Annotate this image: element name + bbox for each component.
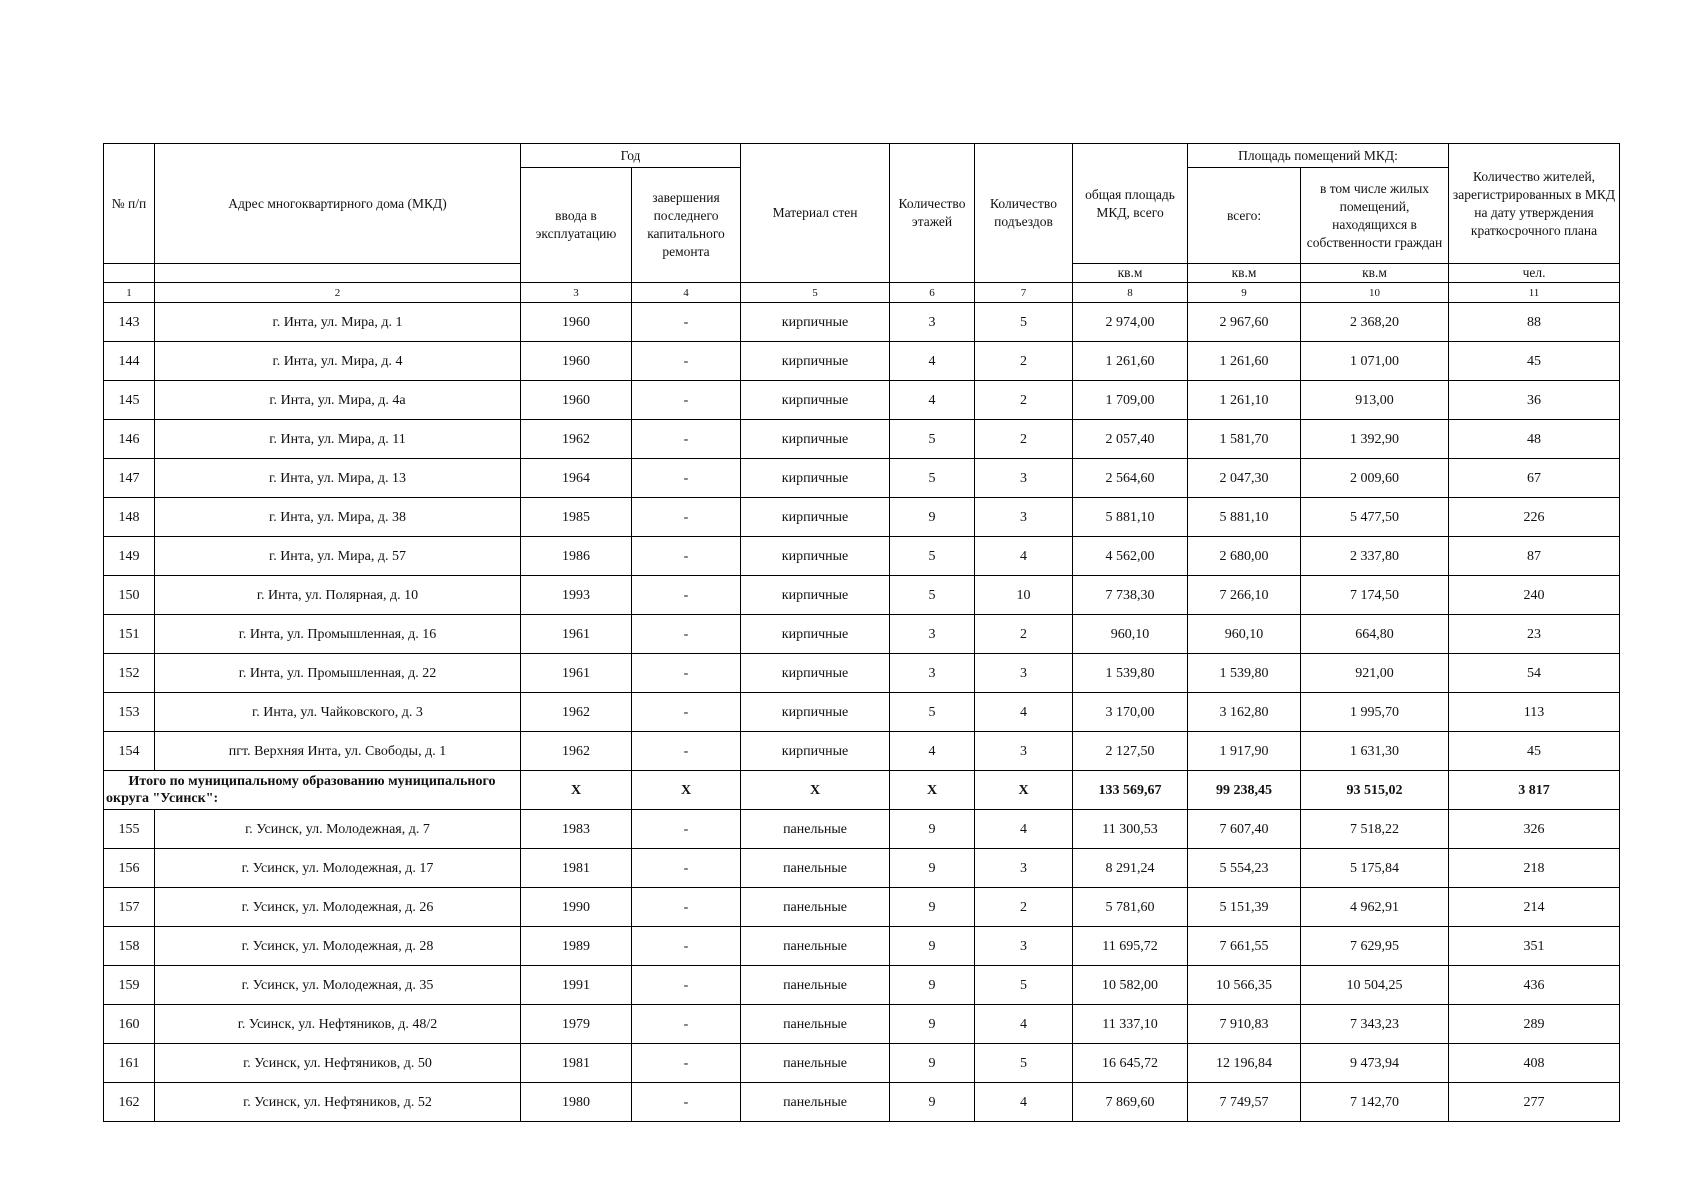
cell-num: 151 [104,615,155,654]
cell-address: г. Усинск, ул. Нефтяников, д. 52 [155,1083,521,1122]
cell-premises: 7 749,57 [1188,1083,1301,1122]
column-number: 6 [890,283,975,303]
cell-year: 1986 [521,537,632,576]
cell-num: 149 [104,537,155,576]
table-row [104,537,1620,576]
cell-year: 1981 [521,1044,632,1083]
cell-floors: 9 [890,1005,975,1044]
table-row [104,498,1620,537]
document-page [103,143,1620,1122]
cell-residential: 913,00 [1301,381,1449,420]
cell-repair: - [632,537,741,576]
cell-residential: 2 337,80 [1301,537,1449,576]
cell-residential: 1 071,00 [1301,342,1449,381]
cell-floors: 5 [890,459,975,498]
cell-entrances: 3 [975,459,1073,498]
cell-repair: - [632,966,741,1005]
column-number: 11 [1449,283,1620,303]
cell-residential: 2 009,60 [1301,459,1449,498]
cell-residential: 7 518,22 [1301,810,1449,849]
cell-residents: 113 [1449,693,1620,732]
cell-premises: 7 266,10 [1188,576,1301,615]
cell-year: 1962 [521,732,632,771]
cell-entrances: 4 [975,537,1073,576]
cell-residential: 1 631,30 [1301,732,1449,771]
cell-residents: 45 [1449,342,1620,381]
cell-residential: 921,00 [1301,654,1449,693]
cell-floors: 9 [890,1044,975,1083]
cell-address: г. Инта, ул. Полярная, д. 10 [155,576,521,615]
cell-floors: 5 [890,576,975,615]
header-floors: Количество этажей [890,144,975,283]
header-year-group: Год [521,144,741,168]
table-row [104,1083,1620,1122]
table-row-total [104,771,1620,810]
cell-num: 154 [104,732,155,771]
cell-premises: 7 910,83 [1188,1005,1301,1044]
cell-material: кирпичные [741,576,890,615]
cell-address: г. Инта, ул. Мира, д. 38 [155,498,521,537]
header-premises-residential: в том числе жилых помещений, находящихся в собственности граждан [1301,168,1449,264]
cell-floors: 5 [890,420,975,459]
cell-year: 1990 [521,888,632,927]
cell-num: 153 [104,693,155,732]
cell-total-area: 1 261,60 [1073,342,1188,381]
table-row [104,927,1620,966]
column-number: 8 [1073,283,1188,303]
table-body-usinsk [104,810,1620,1122]
cell-floors: 4 [890,732,975,771]
header-entrances: Количество подъездов [975,144,1073,283]
cell-repair: - [632,342,741,381]
column-number-row [104,283,1620,303]
cell-repair: - [632,576,741,615]
cell-num: 158 [104,927,155,966]
unit-area: кв.м [1073,264,1188,283]
cell-premises: 1 581,70 [1188,420,1301,459]
cell-floors: 4 [890,342,975,381]
column-number: 2 [155,283,521,303]
cell-residents: 218 [1449,849,1620,888]
cell-num: 157 [104,888,155,927]
cell-material: кирпичные [741,303,890,342]
header-year-repair: завершения последнего капитального ремонта [632,168,741,283]
cell-repair: - [632,381,741,420]
cell-num: 147 [104,459,155,498]
cell-residential: 1 995,70 [1301,693,1449,732]
cell-entrances: 2 [975,342,1073,381]
header-address: Адрес многоквартирного дома (МКД) [155,144,521,264]
cell-repair: - [632,849,741,888]
cell-premises: 1 917,90 [1188,732,1301,771]
cell-year: 1983 [521,810,632,849]
cell-year: 1979 [521,1005,632,1044]
unit-area: кв.м [1301,264,1449,283]
cell-residents: 326 [1449,810,1620,849]
cell-entrances: 2 [975,420,1073,459]
header-premises-group: Площадь помещений МКД: [1188,144,1449,168]
cell-entrances: 10 [975,576,1073,615]
cell-floors: 9 [890,888,975,927]
total-repair: X [632,771,741,810]
cell-year: 1980 [521,1083,632,1122]
cell-year: 1989 [521,927,632,966]
total-area: 133 569,67 [1073,771,1188,810]
cell-num: 144 [104,342,155,381]
cell-premises: 7 607,40 [1188,810,1301,849]
column-number: 9 [1188,283,1301,303]
cell-address: г. Инта, ул. Мира, д. 11 [155,420,521,459]
cell-material: кирпичные [741,732,890,771]
cell-material: кирпичные [741,615,890,654]
total-premises: 99 238,45 [1188,771,1301,810]
cell-floors: 9 [890,966,975,1005]
cell-material: панельные [741,927,890,966]
cell-repair: - [632,1083,741,1122]
cell-material: панельные [741,810,890,849]
cell-premises: 5 554,23 [1188,849,1301,888]
total-residential: 93 515,02 [1301,771,1449,810]
cell-floors: 4 [890,381,975,420]
cell-year: 1985 [521,498,632,537]
column-number: 10 [1301,283,1449,303]
table-row [104,420,1620,459]
cell-residents: 214 [1449,888,1620,927]
cell-premises: 12 196,84 [1188,1044,1301,1083]
cell-total-area: 2 127,50 [1073,732,1188,771]
cell-repair: - [632,693,741,732]
header-year-commission: ввода в эксплуатацию [521,168,632,283]
cell-total-area: 8 291,24 [1073,849,1188,888]
cell-num: 161 [104,1044,155,1083]
unit-people: чел. [1449,264,1620,283]
cell-address: г. Инта, ул. Промышленная, д. 16 [155,615,521,654]
cell-num: 156 [104,849,155,888]
cell-total-area: 5 781,60 [1073,888,1188,927]
cell-residential: 7 343,23 [1301,1005,1449,1044]
cell-year: 1962 [521,420,632,459]
cell-repair: - [632,1044,741,1083]
cell-floors: 3 [890,303,975,342]
cell-address: г. Инта, ул. Мира, д. 13 [155,459,521,498]
cell-material: кирпичные [741,537,890,576]
cell-residential: 7 174,50 [1301,576,1449,615]
cell-material: панельные [741,1005,890,1044]
cell-entrances: 3 [975,849,1073,888]
cell-address: г. Усинск, ул. Молодежная, д. 26 [155,888,521,927]
cell-num: 145 [104,381,155,420]
cell-num: 143 [104,303,155,342]
table-row [104,693,1620,732]
cell-material: панельные [741,1083,890,1122]
table-row [104,576,1620,615]
header-address-spacer [155,264,521,283]
header-residents: Количество жителей, зарегистрированных в МКД на дату утверждения краткосрочного плана [1449,144,1620,264]
cell-repair: - [632,615,741,654]
cell-residents: 408 [1449,1044,1620,1083]
cell-address: г. Усинск, ул. Молодежная, д. 35 [155,966,521,1005]
cell-num: 146 [104,420,155,459]
cell-total-area: 11 695,72 [1073,927,1188,966]
cell-residents: 88 [1449,303,1620,342]
header-wall-material: Материал стен [741,144,890,283]
cell-entrances: 3 [975,654,1073,693]
cell-address: г. Усинск, ул. Молодежная, д. 7 [155,810,521,849]
header-premises-total: всего: [1188,168,1301,264]
cell-residents: 240 [1449,576,1620,615]
cell-floors: 9 [890,849,975,888]
cell-residents: 54 [1449,654,1620,693]
cell-year: 1961 [521,615,632,654]
cell-total-area: 2 564,60 [1073,459,1188,498]
cell-address: г. Инта, ул. Промышленная, д. 22 [155,654,521,693]
cell-residential: 9 473,94 [1301,1044,1449,1083]
cell-floors: 5 [890,693,975,732]
cell-total-area: 10 582,00 [1073,966,1188,1005]
cell-residents: 36 [1449,381,1620,420]
cell-residential: 1 392,90 [1301,420,1449,459]
cell-total-area: 2 057,40 [1073,420,1188,459]
cell-address: г. Инта, ул. Мира, д. 57 [155,537,521,576]
cell-material: кирпичные [741,693,890,732]
cell-material: кирпичные [741,420,890,459]
cell-num: 148 [104,498,155,537]
column-number: 7 [975,283,1073,303]
cell-year: 1961 [521,654,632,693]
cell-premises: 2 047,30 [1188,459,1301,498]
cell-address: г. Усинск, ул. Нефтяников, д. 48/2 [155,1005,521,1044]
cell-repair: - [632,810,741,849]
header-num-spacer [104,264,155,283]
cell-residential: 5 175,84 [1301,849,1449,888]
cell-floors: 3 [890,654,975,693]
cell-num: 155 [104,810,155,849]
cell-total-area: 1 539,80 [1073,654,1188,693]
cell-year: 1960 [521,381,632,420]
cell-repair: - [632,420,741,459]
cell-entrances: 3 [975,927,1073,966]
cell-total-area: 4 562,00 [1073,537,1188,576]
total-floors: X [890,771,975,810]
table-row [104,303,1620,342]
cell-year: 1964 [521,459,632,498]
cell-num: 162 [104,1083,155,1122]
cell-repair: - [632,654,741,693]
cell-floors: 9 [890,1083,975,1122]
cell-material: кирпичные [741,498,890,537]
cell-premises: 960,10 [1188,615,1301,654]
cell-premises: 2 680,00 [1188,537,1301,576]
unit-area: кв.м [1188,264,1301,283]
cell-repair: - [632,732,741,771]
cell-num: 159 [104,966,155,1005]
cell-entrances: 3 [975,732,1073,771]
table-row [104,1005,1620,1044]
cell-floors: 9 [890,810,975,849]
table-header [104,144,1620,303]
cell-address: г. Инта, ул. Мира, д. 4 [155,342,521,381]
column-number: 3 [521,283,632,303]
total-row-usinsk [104,771,1620,810]
table-row [104,654,1620,693]
cell-premises: 1 261,10 [1188,381,1301,420]
cell-year: 1960 [521,303,632,342]
header-total-area: общая площадь МКД, всего [1073,144,1188,264]
cell-material: панельные [741,849,890,888]
total-label: Итого по муниципальному образованию муниципального округа "Усинск": [104,771,521,810]
cell-year: 1993 [521,576,632,615]
cell-material: кирпичные [741,342,890,381]
total-residents: 3 817 [1449,771,1620,810]
table-row [104,615,1620,654]
cell-residents: 436 [1449,966,1620,1005]
cell-floors: 3 [890,615,975,654]
cell-address: пгт. Верхняя Инта, ул. Свободы, д. 1 [155,732,521,771]
cell-total-area: 16 645,72 [1073,1044,1188,1083]
cell-residents: 277 [1449,1083,1620,1122]
column-number: 4 [632,283,741,303]
cell-total-area: 7 869,60 [1073,1083,1188,1122]
cell-premises: 5 151,39 [1188,888,1301,927]
cell-residents: 351 [1449,927,1620,966]
cell-entrances: 3 [975,498,1073,537]
cell-residents: 23 [1449,615,1620,654]
table-row [104,342,1620,381]
cell-residential: 7 142,70 [1301,1083,1449,1122]
cell-floors: 9 [890,927,975,966]
cell-repair: - [632,459,741,498]
cell-address: г. Усинск, ул. Нефтяников, д. 50 [155,1044,521,1083]
cell-residential: 664,80 [1301,615,1449,654]
cell-address: г. Инта, ул. Чайковского, д. 3 [155,693,521,732]
cell-repair: - [632,303,741,342]
cell-total-area: 1 709,00 [1073,381,1188,420]
cell-repair: - [632,888,741,927]
cell-premises: 3 162,80 [1188,693,1301,732]
table-row [104,966,1620,1005]
cell-entrances: 4 [975,1083,1073,1122]
cell-total-area: 7 738,30 [1073,576,1188,615]
cell-entrances: 5 [975,966,1073,1005]
total-entrances: X [975,771,1073,810]
table-row [104,459,1620,498]
cell-material: кирпичные [741,381,890,420]
cell-entrances: 2 [975,381,1073,420]
table-row [104,1044,1620,1083]
cell-entrances: 4 [975,693,1073,732]
cell-residential: 10 504,25 [1301,966,1449,1005]
cell-entrances: 2 [975,888,1073,927]
column-number: 1 [104,283,155,303]
total-year: X [521,771,632,810]
cell-entrances: 4 [975,1005,1073,1044]
cell-total-area: 3 170,00 [1073,693,1188,732]
cell-address: г. Инта, ул. Мира, д. 4а [155,381,521,420]
cell-premises: 7 661,55 [1188,927,1301,966]
table-row [104,381,1620,420]
housing-register-table [103,143,1620,1122]
cell-total-area: 2 974,00 [1073,303,1188,342]
cell-repair: - [632,927,741,966]
cell-entrances: 4 [975,810,1073,849]
cell-premises: 2 967,60 [1188,303,1301,342]
cell-num: 160 [104,1005,155,1044]
cell-material: панельные [741,888,890,927]
cell-address: г. Усинск, ул. Молодежная, д. 17 [155,849,521,888]
cell-address: г. Инта, ул. Мира, д. 1 [155,303,521,342]
cell-residential: 2 368,20 [1301,303,1449,342]
table-row [104,888,1620,927]
cell-total-area: 11 337,10 [1073,1005,1188,1044]
cell-premises: 1 539,80 [1188,654,1301,693]
table-body-inta [104,303,1620,771]
cell-entrances: 5 [975,1044,1073,1083]
cell-num: 150 [104,576,155,615]
cell-repair: - [632,498,741,537]
cell-num: 152 [104,654,155,693]
cell-premises: 5 881,10 [1188,498,1301,537]
cell-floors: 9 [890,498,975,537]
cell-premises: 1 261,60 [1188,342,1301,381]
cell-residential: 5 477,50 [1301,498,1449,537]
cell-material: панельные [741,1044,890,1083]
cell-year: 1981 [521,849,632,888]
cell-floors: 5 [890,537,975,576]
cell-residents: 48 [1449,420,1620,459]
column-number: 5 [741,283,890,303]
cell-material: кирпичные [741,459,890,498]
cell-residents: 289 [1449,1005,1620,1044]
cell-address: г. Усинск, ул. Молодежная, д. 28 [155,927,521,966]
cell-residential: 7 629,95 [1301,927,1449,966]
cell-total-area: 5 881,10 [1073,498,1188,537]
cell-entrances: 5 [975,303,1073,342]
cell-repair: - [632,1005,741,1044]
table-row [104,849,1620,888]
cell-material: кирпичные [741,654,890,693]
cell-year: 1960 [521,342,632,381]
header-num: № п/п [104,144,155,264]
cell-material: панельные [741,966,890,1005]
cell-residential: 4 962,91 [1301,888,1449,927]
table-row [104,732,1620,771]
cell-residents: 226 [1449,498,1620,537]
cell-residents: 45 [1449,732,1620,771]
table-row [104,810,1620,849]
total-material: X [741,771,890,810]
cell-total-area: 11 300,53 [1073,810,1188,849]
cell-year: 1991 [521,966,632,1005]
cell-entrances: 2 [975,615,1073,654]
cell-residents: 87 [1449,537,1620,576]
cell-year: 1962 [521,693,632,732]
cell-total-area: 960,10 [1073,615,1188,654]
cell-residents: 67 [1449,459,1620,498]
cell-premises: 10 566,35 [1188,966,1301,1005]
